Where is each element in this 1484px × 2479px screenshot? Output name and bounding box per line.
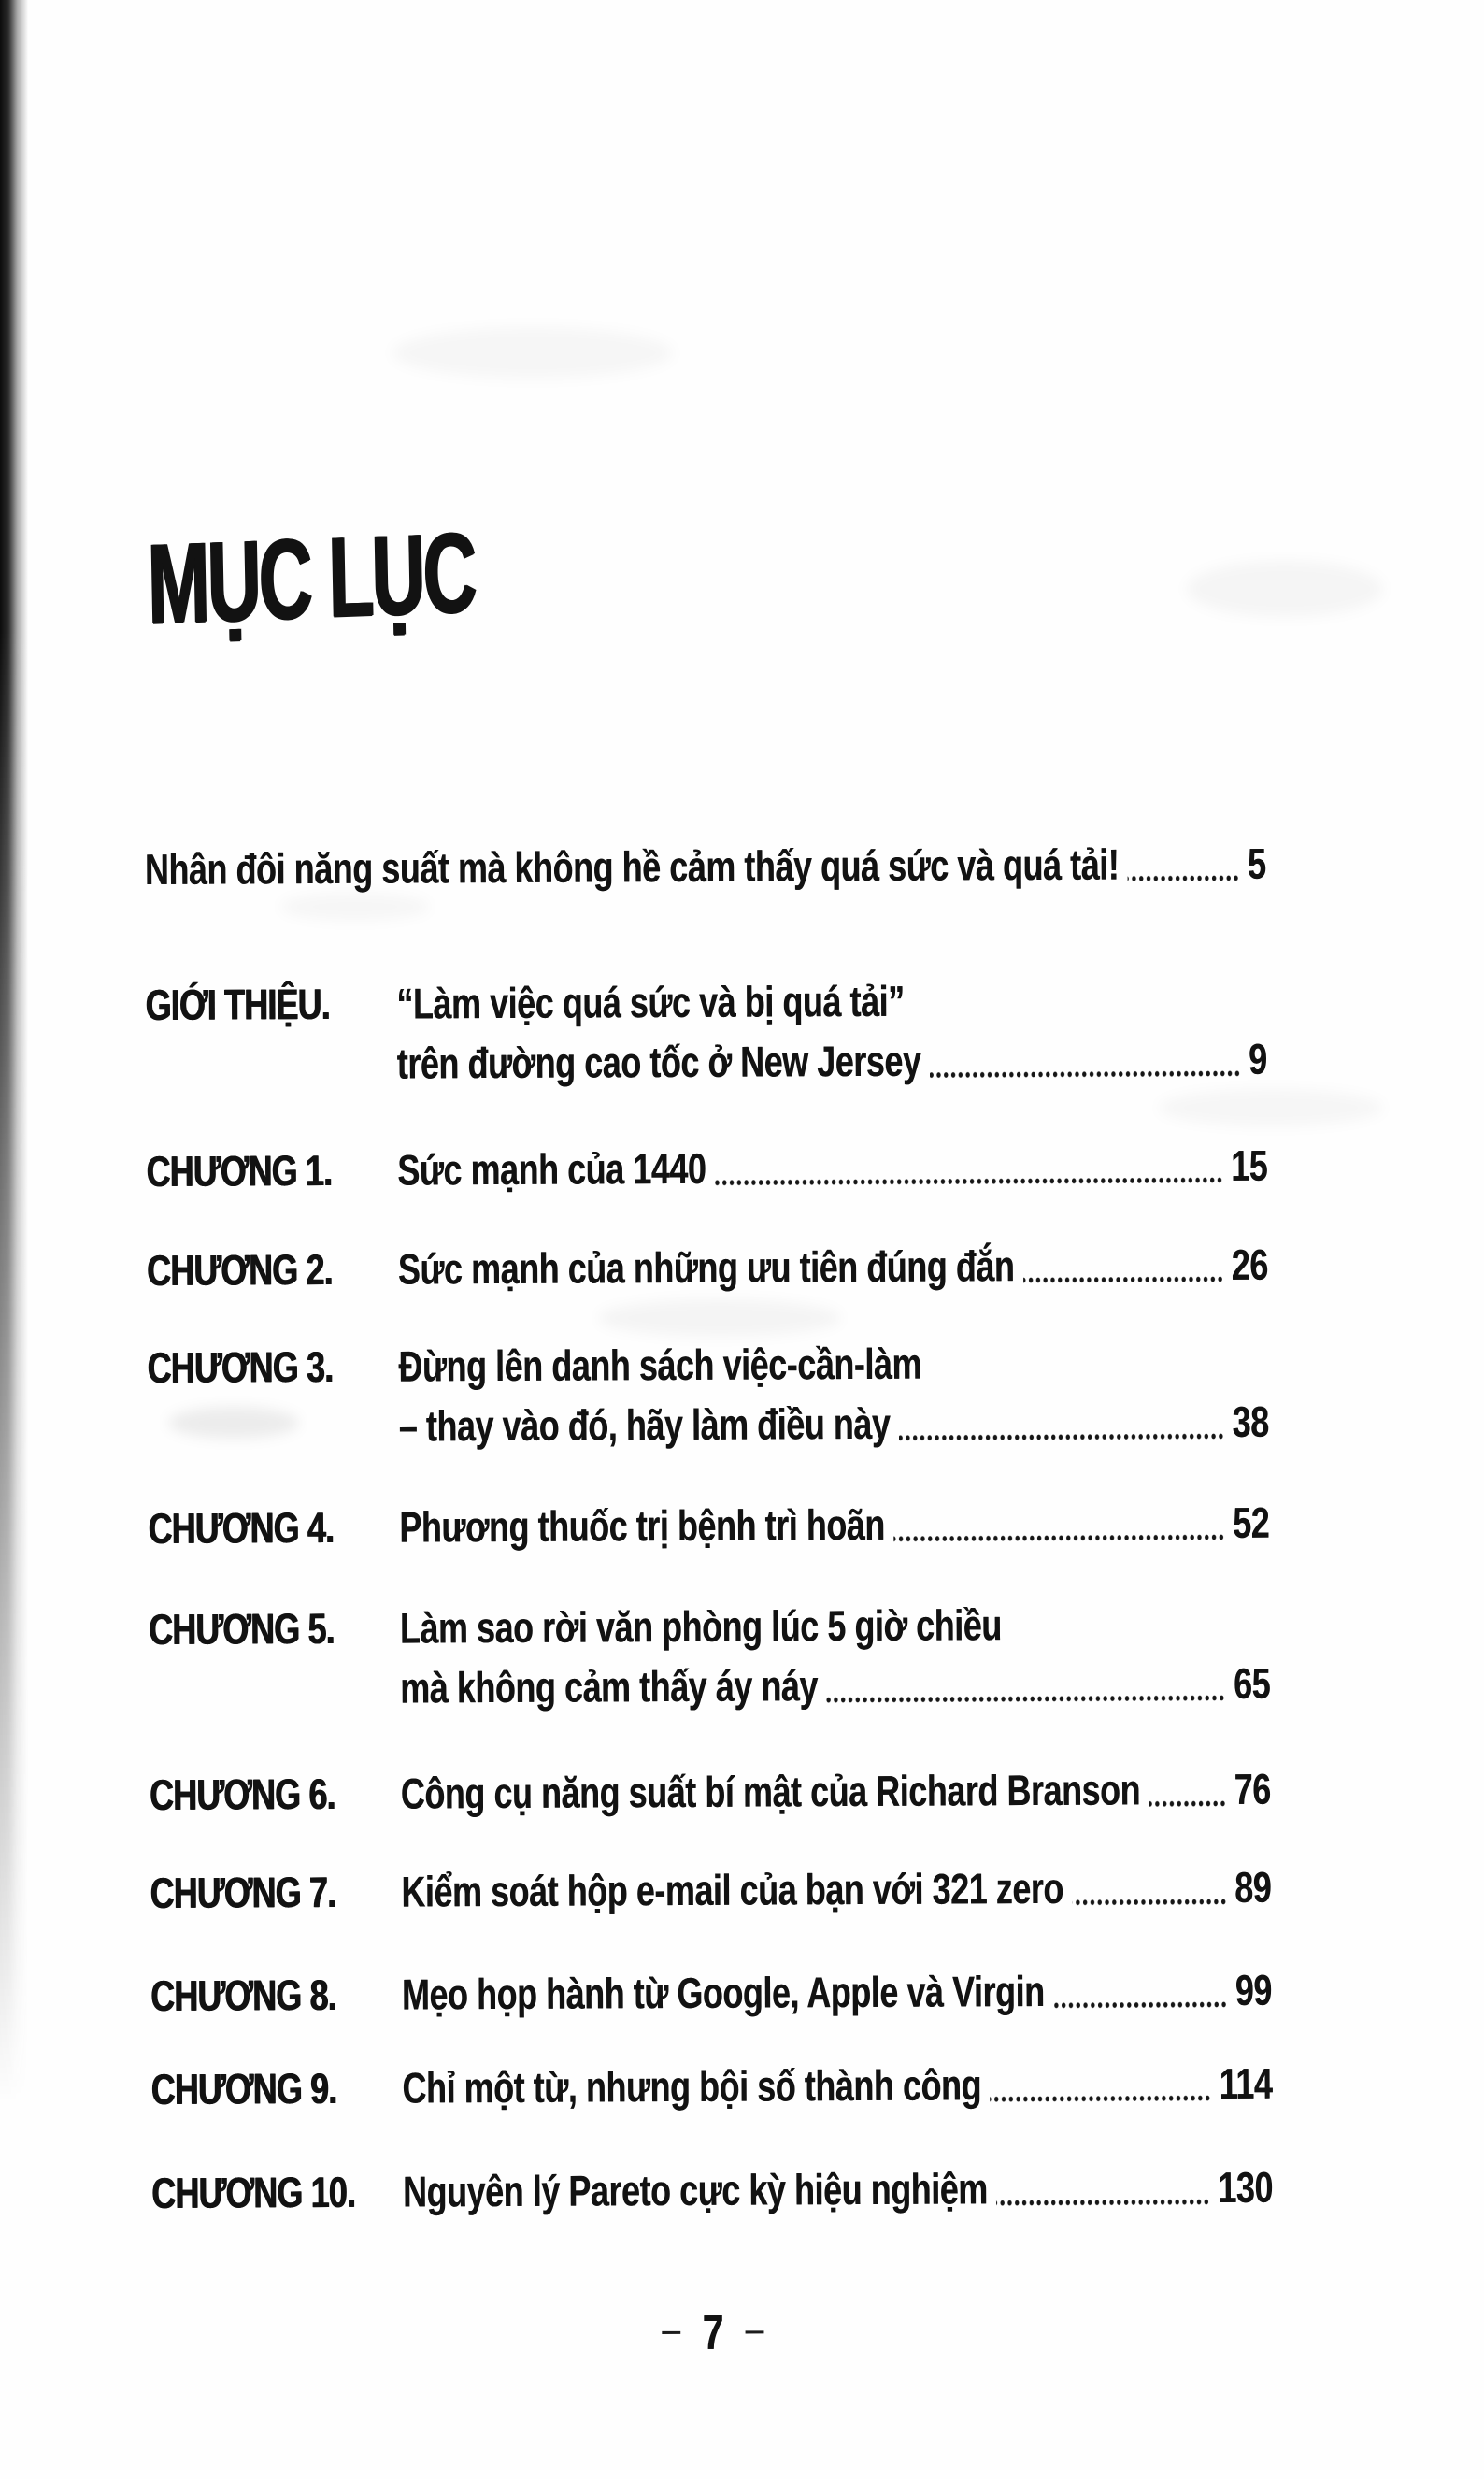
toc-entry: [148, 1493, 1269, 1558]
dot-leader: [826, 1694, 1226, 1704]
toc-entry: [151, 2157, 1273, 2223]
toc-entry-label: CHƯƠNG 7.: [150, 1867, 336, 1917]
dot-leader: [990, 2094, 1212, 2103]
toc-entry: [149, 1594, 1270, 1719]
toc-entry-title: Nguyên lý Pareto cực kỳ hiệu nghiệm: [402, 2164, 988, 2216]
toc-entry-label: CHƯƠNG 3.: [147, 1341, 334, 1392]
toc-entry-page-number: 9: [1248, 1034, 1267, 1083]
dot-leader: [893, 1533, 1225, 1543]
toc-entry-page-number: 99: [1234, 1965, 1272, 2014]
toc-entry-title-line2: trên đường cao tốc ở New Jersey: [396, 1036, 921, 1088]
dot-leader: [899, 1432, 1225, 1442]
toc-entry-title-line2: – thay vào đó, hãy làm điều này: [398, 1398, 891, 1451]
toc-entry-title: “Làm việc quá sức và bị quá tải”: [396, 976, 905, 1028]
toc-entry-title: Sức mạnh của những ưu tiên đúng đắn: [397, 1241, 1015, 1294]
toc-entry-body: [402, 2054, 1272, 2118]
toc-entry-page-number: 5: [1247, 838, 1266, 888]
toc-entry: [145, 969, 1266, 1095]
folio: [152, 2296, 1274, 2378]
toc-entry-title: Đừng lên danh sách việc-cần-làm: [398, 1339, 922, 1391]
dot-leader: [930, 1069, 1242, 1080]
toc-entry-body: [401, 1857, 1271, 1922]
toc-entry-title: Phương thuốc trị bệnh trì hoãn: [399, 1499, 885, 1552]
toc-page-content: [140, 0, 1275, 2479]
page-title: [146, 508, 537, 681]
toc-entry: [150, 1857, 1271, 1923]
toc-entry-label: CHƯƠNG 1.: [146, 1145, 333, 1196]
toc-entry-title: Sức mạnh của 1440: [397, 1143, 706, 1195]
toc-entry: [151, 2054, 1273, 2119]
toc-entry-label: CHƯƠNG 4.: [148, 1502, 335, 1553]
dot-leader: [715, 1176, 1224, 1187]
dot-leader: [996, 2198, 1211, 2207]
toc-entry-body: [399, 1493, 1269, 1557]
toc-entry-page-number: 89: [1234, 1862, 1272, 1912]
toc-entry-body: [403, 2157, 1273, 2222]
toc-entry-title: Mẹo họp hành từ Google, Apple và Virgin: [401, 1966, 1045, 2019]
toc-entry-body: [145, 834, 1266, 899]
toc-entry-body: [397, 1136, 1267, 1200]
toc-entry-page-number: 15: [1230, 1140, 1268, 1190]
toc-entry-page-number: 130: [1218, 2162, 1274, 2212]
toc-entry-title-line2: mà không cảm thấy áy náy: [400, 1661, 819, 1712]
toc-entry-title: Nhân đôi năng suất mà không hề cảm thấy quá sức và quá tải!: [144, 839, 1120, 894]
toc-entry-title: Công cụ năng suất bí mật của Richard Branson: [400, 1765, 1141, 1818]
toc-entry-label: CHƯƠNG 5.: [148, 1603, 335, 1654]
toc-entry: [150, 1759, 1271, 1825]
toc-entry-label: CHƯƠNG 8.: [150, 1970, 336, 2020]
toc-entry: [146, 1136, 1267, 1201]
toc-entry-label: CHƯƠNG 6.: [149, 1769, 335, 1819]
toc-entry-body: [396, 969, 1267, 1094]
toc-entry-page-number: 52: [1232, 1497, 1270, 1547]
toc-entry-title: Kiểm soát hộp e-mail của bạn với 321 zero: [401, 1863, 1063, 1916]
toc-entry-page-number: 26: [1231, 1240, 1268, 1289]
toc-entry-label: CHƯƠNG 10.: [151, 2167, 356, 2217]
toc-entry-title: Chỉ một từ, nhưng bội số thành công: [402, 2060, 982, 2113]
toc-entry-page-number: 38: [1232, 1397, 1269, 1446]
toc-entry: [150, 1960, 1272, 2026]
toc-entry: [147, 1332, 1268, 1457]
folio-page-number: 7: [702, 2305, 724, 2360]
dot-leader: [1053, 2000, 1228, 2010]
dot-leader: [1072, 1898, 1227, 1907]
toc-entry-label: GIỚI THIỆU.: [145, 979, 330, 1029]
toc-entry-label: CHƯƠNG 2.: [146, 1244, 333, 1295]
toc-entry-page-number: 76: [1234, 1764, 1271, 1813]
toc-entry-body: [400, 1594, 1271, 1718]
toc-entry-page-number: 65: [1233, 1658, 1271, 1708]
toc-entry-title: Làm sao rời văn phòng lúc 5 giờ chiều: [399, 1600, 1002, 1653]
scan-gutter-shadow: [0, 0, 28, 2103]
toc-entry-body: [401, 1759, 1271, 1824]
dot-leader: [1023, 1275, 1224, 1284]
dot-leader: [1149, 1799, 1226, 1808]
toc-entry: [147, 1235, 1268, 1300]
toc-entry-body: [402, 1960, 1272, 2025]
toc-intro-entry: [145, 834, 1266, 899]
folio-left-dash: –: [662, 2304, 681, 2354]
toc-entry-body: [398, 1235, 1268, 1299]
toc-entry-body: [398, 1332, 1269, 1456]
toc-entry-page-number: 114: [1219, 2058, 1273, 2108]
dot-leader: [1128, 874, 1241, 883]
folio-right-dash: –: [745, 2303, 764, 2353]
page-title-text: MỤC LỤC: [146, 508, 476, 648]
toc-entry-label: CHƯƠNG 9.: [150, 2063, 337, 2114]
